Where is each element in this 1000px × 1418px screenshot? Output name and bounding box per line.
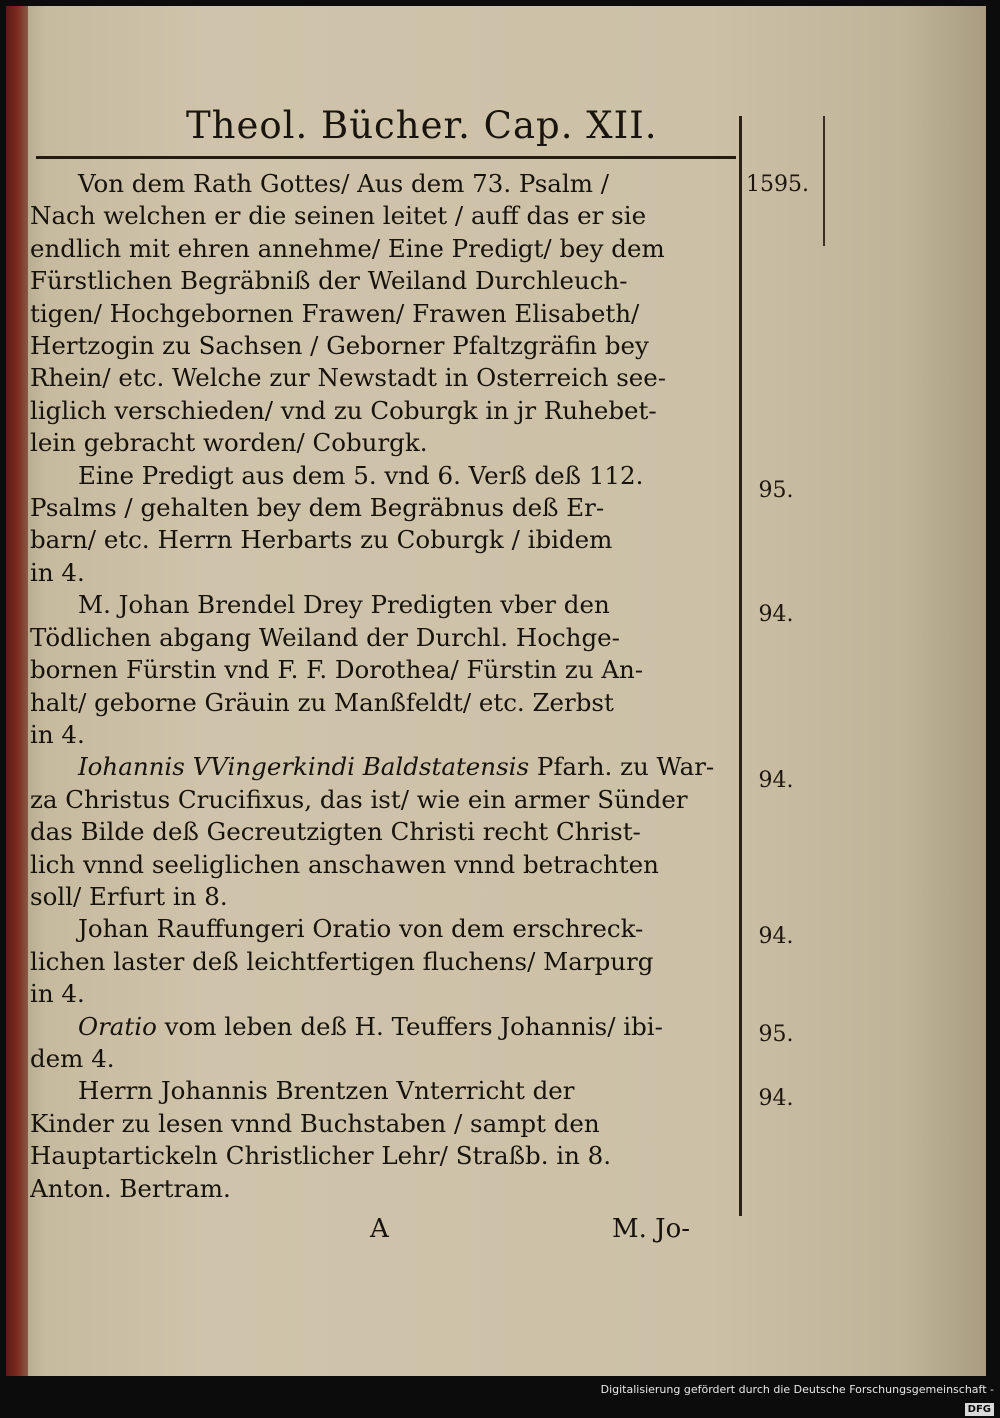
entry-line: Herrn Johannis Brentzen Vnterricht der [78,1076,575,1106]
book-binding-edge [6,6,28,1376]
entry-line: in 4. [30,719,85,749]
digitization-credit [600,1380,1000,1415]
entry-line: Kinder zu lesen vnnd Buchstaben / sampt den [30,1108,600,1138]
entry-line: dem 4. [30,1043,115,1073]
entry-line: tigen/ Hochgebornen Frawen/ Frawen Elisabeth/ [30,298,640,328]
credit-text: Digitalisierung gefördert durch die Deutsche Forschungsgemeinschaft - [600,1383,994,1396]
entry-line-rest: Pfarh. zu War- [529,752,715,782]
entry-line: lich vnnd seeliglichen anschawen vnnd betrachten [30,849,659,879]
entry-line: halt/ geborne Gräuin zu Manßfeldt/ etc. Zerbst [30,687,614,717]
signature-mark: A [370,1214,389,1244]
entry-line: lichen laster deß leichtfertigen fluchens/ Marpurg [30,946,654,976]
entry-line: Eine Predigt aus dem 5. vnd 6. Verß deß 112. [78,460,644,490]
entry-italic-lead: Iohannis VVingerkindi Baldstatensis [78,752,530,782]
entry-2 [30,460,730,590]
entry-line: in 4. [30,979,85,1009]
dfg-logo-icon: DFG [965,1403,994,1416]
entry-line: Fürstlichen Begräbniß der Weiland Durchleuch- [30,266,628,296]
entry-7 [30,1075,730,1205]
entry-line: bornen Fürstin vnd F. F. Dorothea/ Fürstin zu An- [30,655,644,685]
entry-italic-lead: Oratio [78,1011,157,1041]
entry-year: 94. [758,602,794,627]
entry-line: lein gebracht worden/ Coburgk. [30,428,428,458]
entry-line: Hertzogin zu Sachsen / Geborner Pfaltzgräfin bey [30,331,649,361]
entry-year: 94. [758,768,794,793]
entry-line: endlich mit ehren annehme/ Eine Predigt/ bey dem [30,233,665,263]
entry-line: Nach welchen er die seinen leitet / auff das er sie [30,201,647,231]
entry-line: Anton. Bertram. [30,1173,231,1203]
entry-line: Von dem Rath Gottes/ Aus dem 73. Psalm / [78,169,610,198]
entry-line: liglich verschieden/ vnd zu Coburgk in jr Ruhebet- [30,395,657,425]
entry-line: Tödlichen abgang Weiland der Durchl. Hochge- [30,622,620,652]
entry-line: soll/ Erfurt in 8. [30,881,228,911]
entry-year: 94. [758,1086,794,1111]
entry-line [30,751,730,783]
entry-line: das Bilde deß Gecreutzigten Christi recht Christ- [30,817,641,847]
entry-year: 1595. [746,172,809,197]
entries-column [30,168,730,1205]
entry-line [30,1011,730,1043]
entry-4 [30,751,730,913]
margin-rule [739,116,742,1216]
entry-year: 95. [758,1022,794,1047]
entry-1 [30,168,730,460]
entry-5 [30,913,730,1010]
entry-line: Johan Rauffungeri Oratio von dem erschreck- [78,914,644,944]
entry-line: za Christus Crucifixus, das ist/ wie ein armer Sünder [30,784,688,814]
entry-line: barn/ etc. Herrn Herbarts zu Coburgk / ibidem [30,525,613,555]
page-header-title: Theol. Bücher. Cap. XII. [186,104,658,147]
entry-line: Hauptartickeln Christlicher Lehr/ Straßb. in 8. [30,1141,612,1171]
book-page [6,6,986,1376]
entry-3 [30,589,730,751]
entry-line: Rhein/ etc. Welche zur Newstadt in Osterreich see- [30,363,667,393]
year-column [746,6,846,1405]
entry-line: Psalms / gehalten bey dem Begräbnus deß Er- [30,493,605,523]
entry-year: 95. [758,478,794,503]
entry-line: M. Johan Brendel Drey Predigten vber den [78,590,610,620]
entry-line: in 4. [30,557,85,587]
entry-6 [30,1011,730,1076]
header-rule [36,156,736,159]
entry-year: 94. [758,924,794,949]
catchword: M. Jo- [612,1214,691,1244]
entry-line-rest: vom leben deß H. Teuffers Johannis/ ibi- [156,1011,663,1041]
